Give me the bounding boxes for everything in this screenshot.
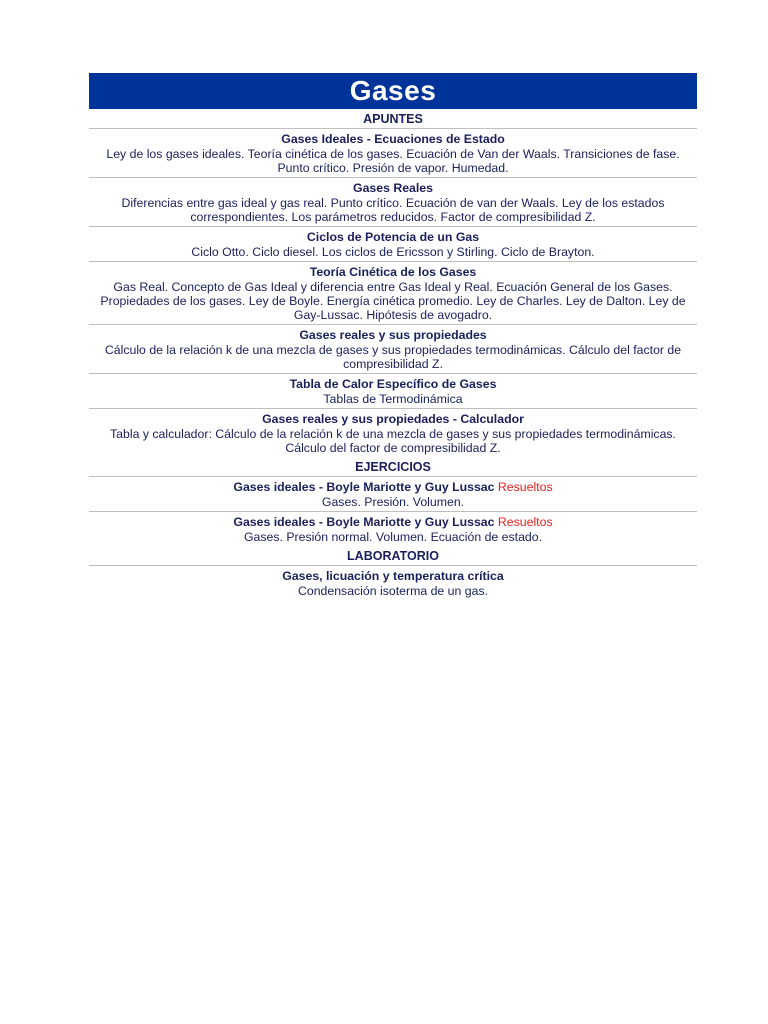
- entry-description: Gases. Presión normal. Volumen. Ecuación de estado.: [243, 530, 543, 544]
- section-header: LABORATORIO: [347, 549, 439, 563]
- entry-title-row: [91, 515, 695, 530]
- list-item: [89, 261, 697, 324]
- list-item: [89, 511, 697, 546]
- entry-title-link[interactable]: Ciclos de Potencia de un Gas: [306, 230, 480, 244]
- entry-title-link[interactable]: Teoría Cinética de los Gases: [309, 265, 477, 279]
- entry-title-row: [91, 265, 695, 280]
- entry-title-link[interactable]: Gases Ideales - Ecuaciones de Estado: [281, 132, 505, 146]
- list-item: [89, 226, 697, 261]
- entry-title-row: [91, 569, 695, 584]
- entry-title-row: [91, 132, 695, 147]
- entry-description: Cálculo de la relación k de una mezcla de gases y sus propiedades termodinámicas. Cálculo del factor de compresibilidad Z.: [104, 343, 682, 371]
- entry-tag-link[interactable]: Resueltos: [497, 480, 553, 494]
- entry-title-row: [91, 230, 695, 245]
- list-item: [89, 408, 697, 457]
- entry-title-link[interactable]: Gases reales y sus propiedades: [299, 328, 487, 342]
- list-item: [89, 324, 697, 373]
- entry-description: Tablas de Termodinámica: [323, 392, 463, 406]
- entry-title-row: [91, 412, 695, 427]
- entry-title-row: [91, 181, 695, 196]
- entry-title-row: [91, 377, 695, 392]
- section-header: APUNTES: [363, 112, 423, 126]
- entry-title-row: [91, 480, 695, 495]
- list-item: [89, 128, 697, 177]
- title-bar: [89, 73, 697, 109]
- entry-title-link[interactable]: Gases reales y sus propiedades - Calculador: [262, 412, 524, 426]
- entry-title-row: [91, 328, 695, 343]
- entry-title-link[interactable]: Tabla de Calor Específico de Gases: [289, 377, 497, 391]
- sections-container: [89, 109, 697, 600]
- entry-description: Ley de los gases ideales. Teoría cinética de los gases. Ecuación de Van der Waals. Transiciones de fase. Punto crítico. Presión de vapor. Humedad.: [106, 147, 680, 175]
- list-item: [89, 177, 697, 226]
- entry-description: Gases. Presión. Volumen.: [321, 495, 465, 509]
- entry-description: Condensación isoterma de un gas.: [297, 584, 489, 598]
- page-title: Gases: [349, 75, 437, 106]
- entry-title-link[interactable]: Gases ideales - Boyle Mariotte y Guy Lussac: [233, 515, 495, 529]
- entry-title-link[interactable]: Gases, licuación y temperatura crítica: [282, 569, 504, 583]
- entry-description: Tabla y calculador: Cálculo de la relación k de una mezcla de gases y sus propiedades termodinámicas. Cálculo del factor de compresibilidad Z.: [110, 427, 676, 455]
- entry-description: Gas Real. Concepto de Gas Ideal y diferencia entre Gas Ideal y Real. Ecuación General de los Gases. Propiedades de los gases. Ley de Boyle. Energía cinética promedio. Ley de Charles. Ley de Dalton. Ley de Gay-Lussac. Hipótesis de avogadro.: [100, 280, 686, 322]
- entry-description: Ciclo Otto. Ciclo diesel. Los ciclos de Ericsson y Stirling. Ciclo de Brayton.: [191, 245, 595, 259]
- content: [89, 73, 697, 600]
- entry-title-link[interactable]: Gases ideales - Boyle Mariotte y Guy Lussac: [233, 480, 495, 494]
- list-item: [89, 476, 697, 511]
- list-item: [89, 373, 697, 408]
- entry-description: Diferencias entre gas ideal y gas real. Punto crítico. Ecuación de van der Waals. Ley de los estados correspondientes. Los parámetros reducidos. Factor de compresibilidad Z.: [121, 196, 665, 224]
- entry-tag-link[interactable]: Resueltos: [497, 515, 553, 529]
- section-header: EJERCICIOS: [355, 460, 431, 474]
- list-item: [89, 565, 697, 600]
- entry-title-link[interactable]: Gases Reales: [353, 181, 433, 195]
